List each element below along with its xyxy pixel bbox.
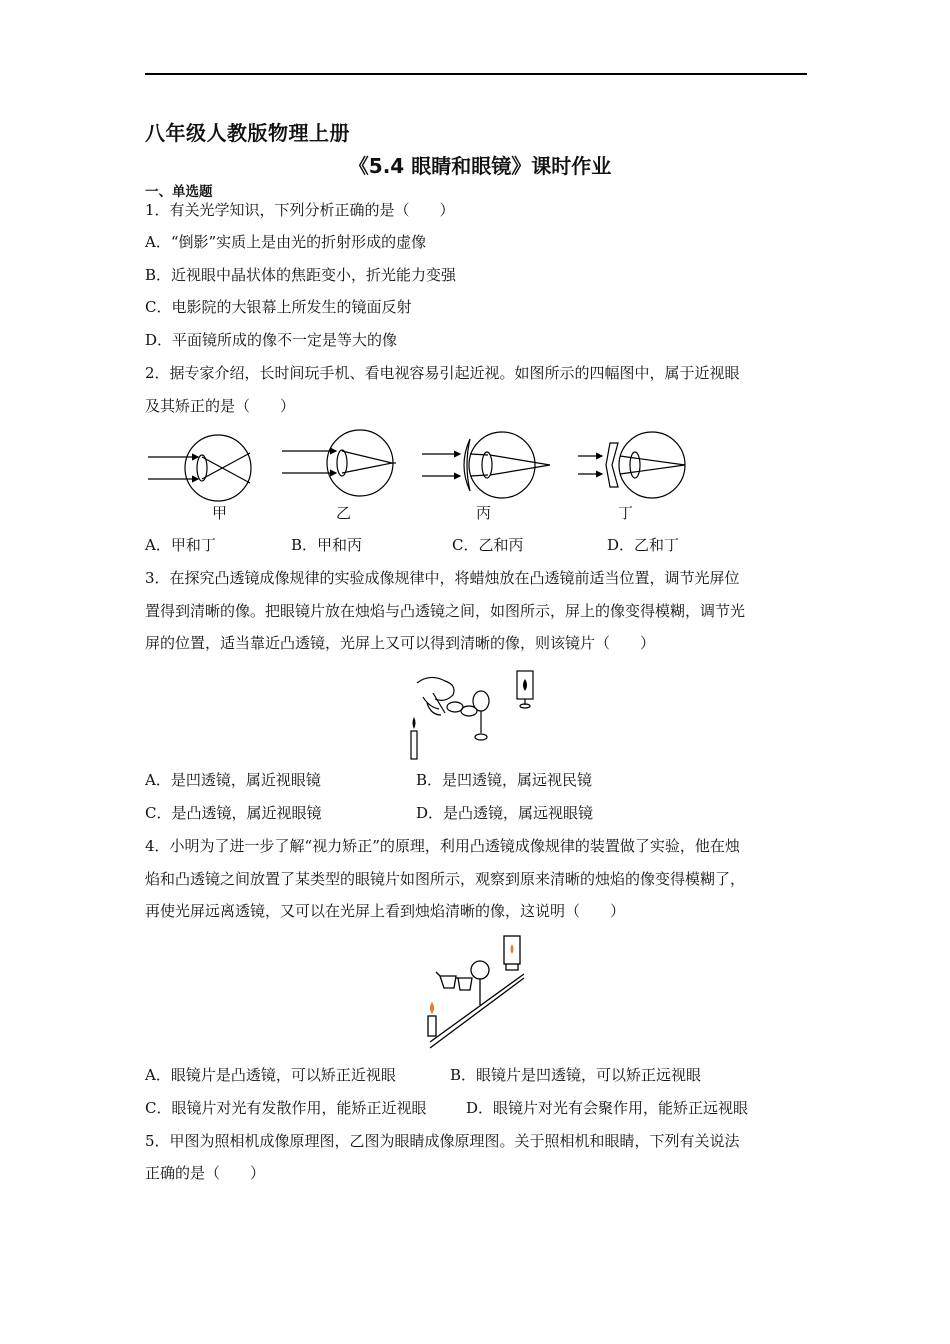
q1-option-a: A．“倒影”实质上是由光的折射形成的虚像 (145, 233, 427, 251)
q2-stem-line1: 2．据专家介绍，长时间玩手机、看电视容易引起近视。如图所示的四幅图中，属于近视眼 (145, 364, 740, 382)
fig-label-ding: 丁 (618, 504, 634, 522)
header-rule (145, 73, 807, 75)
q1-option-c: C．电影院的大银幕上所发生的镜面反射 (145, 298, 412, 316)
q1-stem: 1．有关光学知识，下列分析正确的是（ ） (145, 201, 455, 219)
q3-option-d: D．是凸透镜，属远视眼镜 (416, 804, 594, 822)
q4-option-b: B．眼镜片是凹透镜，可以矫正远视眼 (450, 1066, 702, 1084)
q3-option-b: B．是凹透镜，属远视民镜 (416, 771, 593, 789)
q2-option-a: A．甲和丁 (145, 536, 216, 554)
eye-diagram-bing (422, 432, 550, 498)
q2-option-c: C．乙和丙 (452, 536, 524, 554)
fig-label-jia: 甲 (212, 504, 228, 522)
q3-stem-line1: 3．在探究凸透镜成像规律的实验成像规律中，将蜡烛放在凸透镜前适当位置，调节光屏位 (145, 569, 740, 587)
doc-title: 八年级人教版物理上册 (145, 121, 350, 145)
eye-diagram-yi (282, 430, 396, 496)
lens-experiment-figure (405, 663, 555, 763)
q3-stem-line2: 置得到清晰的像。把眼镜片放在烛焰与凸透镜之间，如图所示，屏上的像变得模糊，调节光 (145, 602, 746, 620)
q4-stem-line1: 4．小明为了进一步了解“视力矫正”的原理，利用凸透镜成像规律的装置做了实验，他在烛 (145, 837, 740, 855)
q4-option-a: A．眼镜片是凸透镜，可以矫正近视眼 (145, 1066, 396, 1084)
doc-subtitle: 《5.4 眼睛和眼镜》课时作业 (348, 154, 612, 178)
section-heading: 一、单选题 (145, 184, 213, 200)
q1-option-b: B．近视眼中晶状体的焦距变小，折光能力变强 (145, 266, 457, 284)
q3-option-a: A．是凹透镜，属近视眼镜 (145, 771, 321, 789)
vision-correction-figure (418, 930, 538, 1055)
q4-stem-line3: 再使光屏远离透镜，又可以在光屏上看到烛焰清晰的像，这说明（ ） (145, 902, 626, 920)
q2-option-b: B．甲和丙 (291, 536, 363, 554)
fig-label-bing: 丙 (476, 504, 492, 522)
q5-stem-line1: 5．甲图为照相机成像原理图，乙图为眼睛成像原理图。关于照相机和眼睛，下列有关说法 (145, 1132, 740, 1150)
q3-option-c: C．是凸透镜，属近视眼镜 (145, 804, 322, 822)
q4-option-c: C．眼镜片对光有发散作用，能矫正近视眼 (145, 1099, 427, 1117)
q4-stem-line2: 焰和凸透镜之间放置了某类型的眼镜片如图所示，观察到原来清晰的烛焰的像变得模糊了， (145, 870, 746, 888)
fig-label-yi: 乙 (336, 504, 352, 522)
eye-diagram-jia (148, 435, 251, 501)
q4-option-d: D．眼镜片对光有会聚作用，能矫正远视眼 (466, 1099, 749, 1117)
eye-diagram-ding (578, 432, 685, 498)
q3-stem-line3: 屏的位置，适当靠近凸透镜，光屏上又可以得到清晰的像，则该镜片（ ） (145, 634, 656, 652)
q5-stem-line2: 正确的是（ ） (145, 1164, 266, 1182)
q2-stem-line2: 及其矫正的是（ ） (145, 397, 296, 415)
q1-option-d: D．平面镜所成的像不一定是等大的像 (145, 331, 398, 349)
q2-option-d: D．乙和丁 (607, 536, 680, 554)
